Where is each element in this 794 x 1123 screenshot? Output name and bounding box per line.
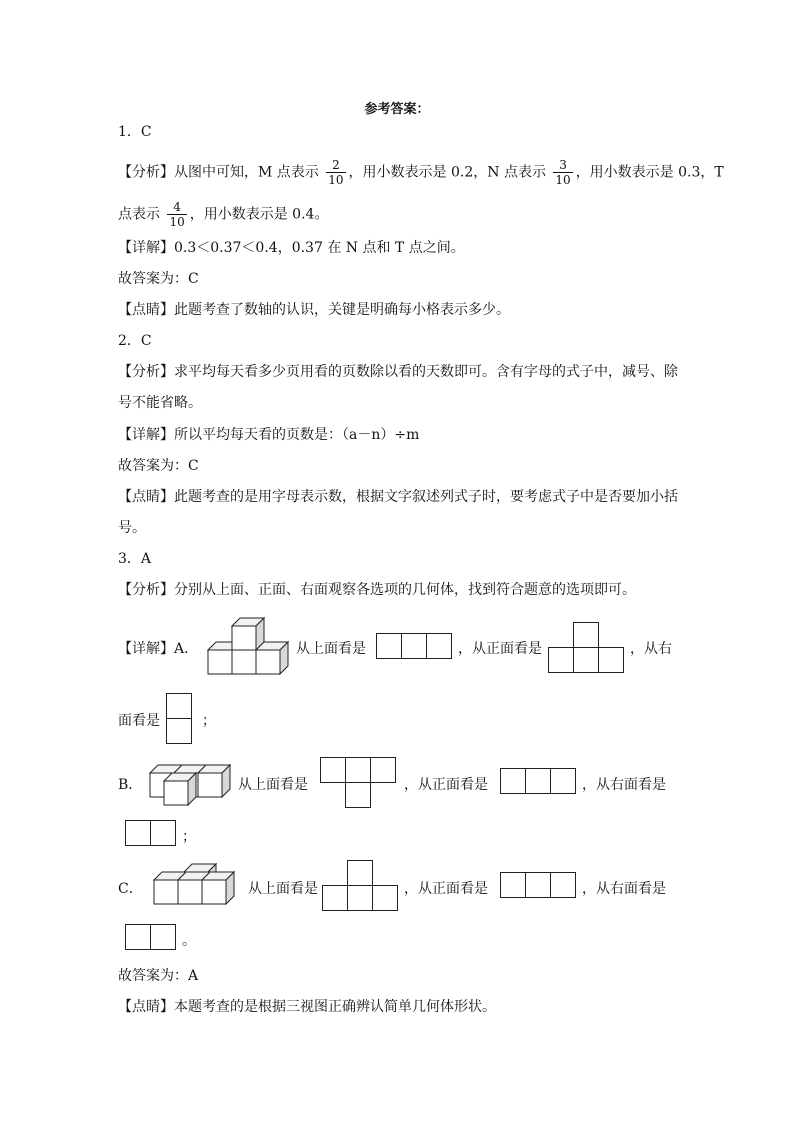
opt-c-front-label: ，从正面看是	[404, 881, 488, 897]
opt-c-front-view	[500, 872, 578, 900]
solid-c-figure	[150, 862, 240, 908]
opt-a-front-label: ，从正面看是	[458, 641, 542, 657]
opt-b-right-label: ，从右面看是	[582, 777, 666, 793]
opt-a-right-label: ，从右	[630, 641, 672, 657]
opt-b-end: ；	[182, 829, 196, 845]
q2-comment-cont: 号。	[118, 520, 146, 536]
analysis-tag: 【分析】	[118, 164, 174, 181]
opt-a-right-label-cont: 面看是	[118, 713, 160, 729]
fraction-3-10: $\frac{3}{10}$	[555, 158, 571, 187]
q2-analysis-cont: 号不能省略。	[118, 395, 202, 411]
q1-analysis-cont: 点表示 $\frac{4}{10}$ ，用小数表示是 0.4。	[118, 200, 329, 229]
q3-analysis: 【分析】分别从上面、正面、右面观察各选项的几何体，找到符合题意的选项即可。	[118, 582, 636, 598]
opt-a-top-label: 从上面看是	[296, 641, 366, 657]
solid-b-figure	[148, 763, 234, 807]
opt-b-top-label: 从上面看是	[238, 777, 308, 793]
opt-b-front-label: ，从正面看是	[404, 777, 488, 793]
q1-analysis: 【分析】从图中可知，M 点表示 $\frac{2}{10}$ ，用小数表示是 0.2，N 点表示 $\frac{3}{10}$ ，用小数表示是 0.3，T	[118, 158, 724, 187]
opt-c-right-view	[125, 924, 179, 952]
fraction-2-10: $\frac{2}{10}$	[328, 158, 344, 187]
q2-number: 2．C	[118, 333, 152, 349]
q2-detail: 【详解】所以平均每天看的页数是：（a－n）÷m	[118, 427, 420, 443]
opt-a-right-view	[166, 693, 194, 747]
q2-analysis: 【分析】求平均每天看多少页用看的页数除以看的天数即可。含有字母的式子中，减号、除	[118, 364, 678, 380]
q1-detail: 【详解】0.3＜0.37＜0.4，0.37 在 N 点和 T 点之间。	[118, 240, 465, 256]
q3-detail-a: 【详解】A．	[118, 641, 199, 657]
opt-c-right-label: ，从右面看是	[582, 881, 666, 897]
q2-comment: 【点睛】此题考查的是用字母表示数，根据文字叙述列式子时，要考虑式子中是否要加小括	[118, 489, 678, 505]
q3-number: 3．A	[118, 551, 152, 567]
solid-a-figure	[206, 616, 292, 676]
opt-c-end: 。	[182, 933, 196, 949]
opt-c-top-view	[322, 860, 400, 914]
opt-a-top-view	[376, 633, 454, 661]
q3-option-b: B．	[118, 777, 143, 793]
opt-b-right-view	[125, 820, 179, 848]
q1-comment: 【点睛】此题考查了数轴的认识，关键是明确每小格表示多少。	[118, 302, 510, 318]
q3-answer: 故答案为：A	[118, 968, 199, 984]
opt-a-front-view	[548, 622, 626, 676]
q3-comment: 【点睛】本题考查的是根据三视图正确辨认简单几何体形状。	[118, 999, 496, 1015]
page-title: 参考答案：	[364, 102, 430, 117]
opt-b-top-view	[320, 757, 398, 811]
q1-number: 1．C	[118, 124, 152, 140]
opt-c-top-label: 从上面看是	[248, 881, 318, 897]
q1-answer: 故答案为：C	[118, 271, 199, 287]
q3-option-c: C．	[118, 881, 143, 897]
fraction-4-10: $\frac{4}{10}$	[169, 200, 185, 229]
q2-answer: 故答案为：C	[118, 458, 199, 474]
opt-b-front-view	[500, 768, 578, 796]
opt-a-end: ；	[202, 713, 216, 729]
